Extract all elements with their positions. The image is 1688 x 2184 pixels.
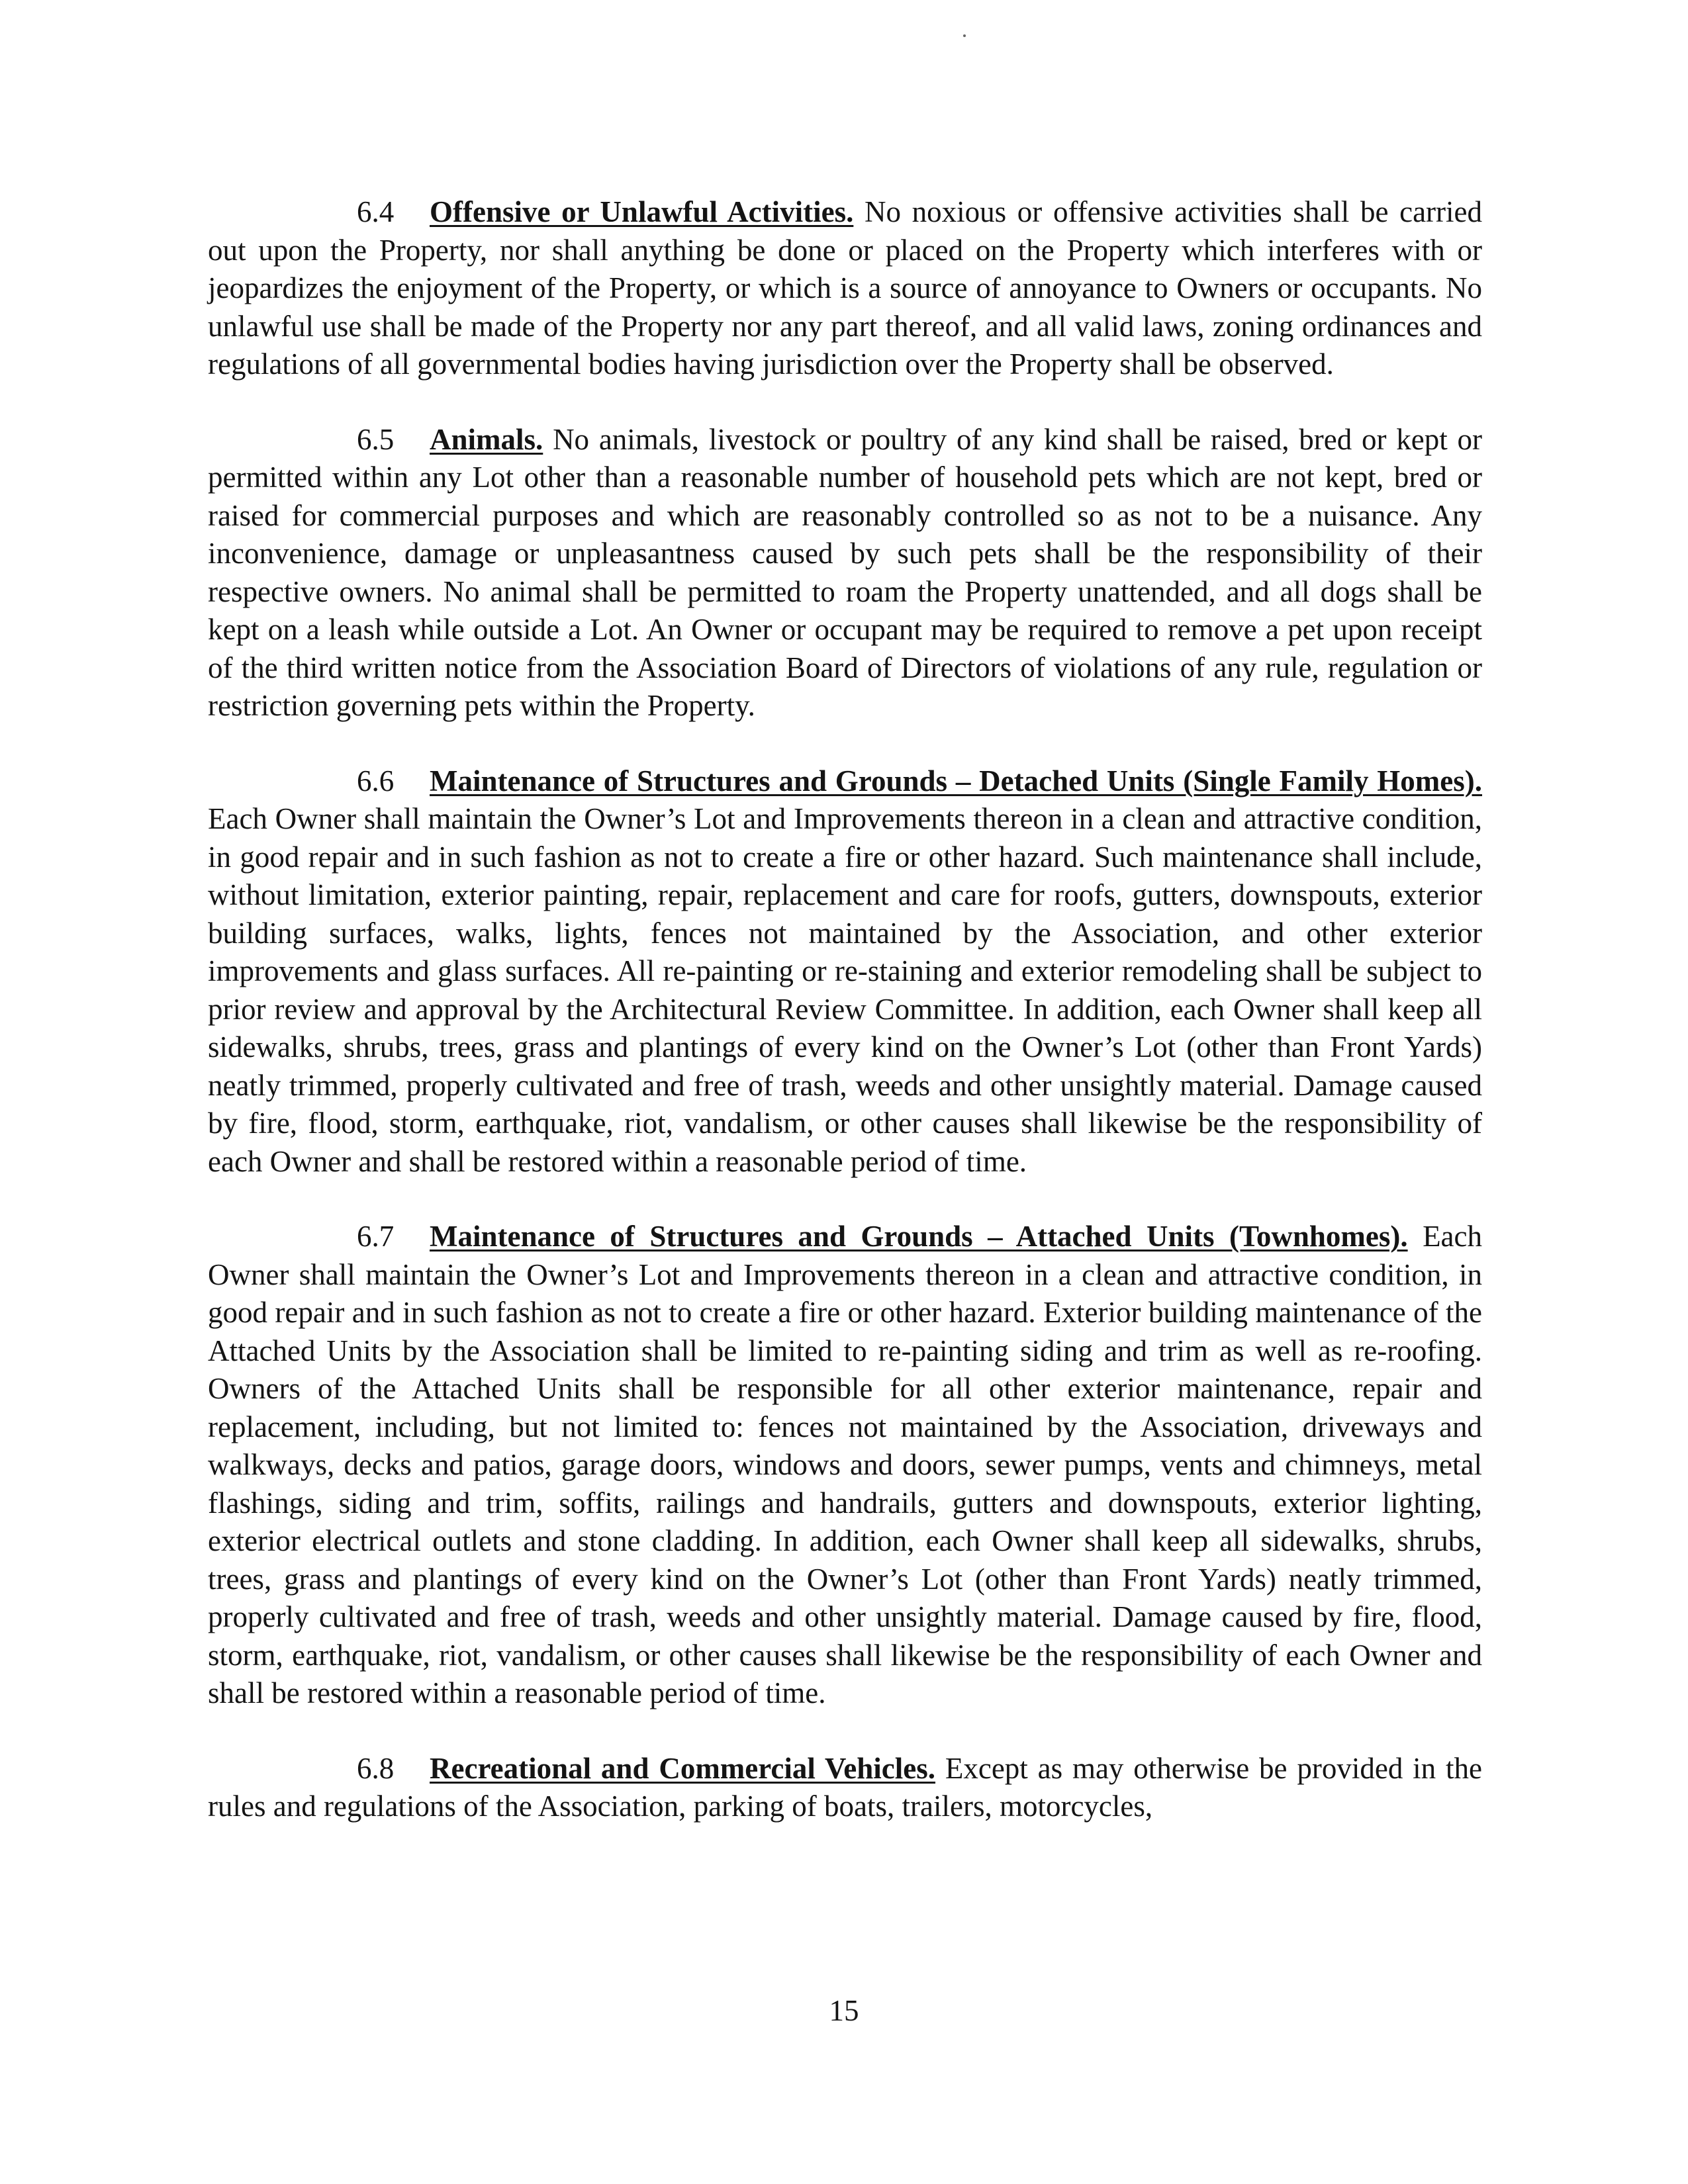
section-number: 6.8 [357, 1751, 395, 1785]
section-6-7 [208, 1218, 1482, 1713]
section-title: Offensive or Unlawful Activities. [430, 195, 854, 228]
section-title: Maintenance of Structures and Grounds – Attached Units (Townhomes). [430, 1220, 1408, 1253]
page-number: 15 [829, 1994, 859, 2027]
section-number: 6.6 [357, 764, 395, 797]
section-6-4 [208, 193, 1482, 384]
section-number: 6.7 [357, 1220, 395, 1253]
section-6-6 [208, 762, 1482, 1181]
section-number: 6.4 [357, 195, 395, 228]
section-body: No animals, livestock or poultry of any kind shall be raised, bred or kept or permitted within any Lot other than a reasonable number of household pets which are not kept, bred or raised for commercial purposes and which are reasonably controlled so as not to be a nuisance. Any inconvenience, damage or unpleasantness caused by such pets shall be the responsibility of their respective owners. No animal shall be permitted to roam the Property unattended, and all dogs shall be kept on a leash while outside a Lot. An Owner or occupant may be required to remove a pet upon receipt of the third written notice from the Association Board of Directors of violations of any rule, regulation or restriction governing pets within the Property. [208, 422, 1483, 722]
section-title: Maintenance of Structures and Grounds – Detached Units (Single Family Homes). [430, 764, 1482, 797]
section-body: Except as may otherwise be provided in the rules and regulations of the Association, parking of boats, trailers, motorcycles, [208, 1751, 1482, 1823]
section-body: Each Owner shall maintain the Owner’s Lot and Improvements thereon in a clean and attractive condition, in good repair and in such fashion as not to create a fire or other hazard. Exterior building maintenance of the Attached Units by the Association shall be limited to re-painting siding and trim as well as re-roofing. Owners of the Attached Units shall be responsible for all other exterior maintenance, repair and replacement, including, but not limited to: fences not maintained by the Association, driveways and walkways, decks and patios, garage doors, windows and doors, sewer pumps, vents and chimneys, metal flashings, siding and trim, soffits, railings and handrails, gutters and downspouts, exterior lighting, exterior electrical outlets and stone cladding. In addition, each Owner shall keep all sidewalks, shrubs, trees, grass and plantings of every kind on the Owner’s Lot (other than Front Yards) neatly trimmed, properly cultivated and free of trash, weeds and other unsightly material. Damage caused by fire, flood, storm, earthquake, riot, vandalism, or other causes shall likewise be the responsibility of each Owner and shall be restored within a reasonable period of time. [208, 1220, 1482, 1709]
section-title: Animals. [430, 422, 543, 456]
section-title: Recreational and Commercial Vehicles. [430, 1751, 936, 1785]
section-body: Each Owner shall maintain the Owner’s Lot and Improvements thereon in a clean and attractive condition, in good repair and in such fashion as not to create a fire or other hazard. Such maintenance shall include, without limitation, exterior painting, repair, replacement and care for roofs, gutters, downspouts, exterior building surfaces, walks, lights, fences not maintained by the Association, and other exterior improvements and glass surfaces. All re-painting or re-staining and exterior remodeling shall be subject to prior review and approval by the Architectural Review Committee. In addition, each Owner shall keep all sidewalks, shrubs, trees, grass and plantings of every kind on the Owner’s Lot (other than Front Yards) neatly trimmed, properly cultivated and free of trash, weeds and other unsightly material. Damage caused by fire, flood, storm, earthquake, riot, vandalism, or other causes shall likewise be the responsibility of each Owner and shall be restored within a reasonable period of time. [208, 802, 1482, 1178]
section-number: 6.5 [357, 422, 395, 456]
section-body: No noxious or offensive activities shall be carried out upon the Property, nor shall anything be done or placed on the Property which interferes with or jeopardizes the enjoyment of the Property, or which is a source of annoyance to Owners or occupants. No unlawful use shall be made of the Property nor any part thereof, and all valid laws, zoning ordinances and regulations of all governmental bodies having jurisdiction over the Property shall be observed. [208, 195, 1482, 381]
section-6-5 [208, 421, 1482, 725]
section-6-8 [208, 1750, 1482, 1826]
document-body [208, 193, 1482, 1863]
scan-speck [963, 34, 966, 37]
